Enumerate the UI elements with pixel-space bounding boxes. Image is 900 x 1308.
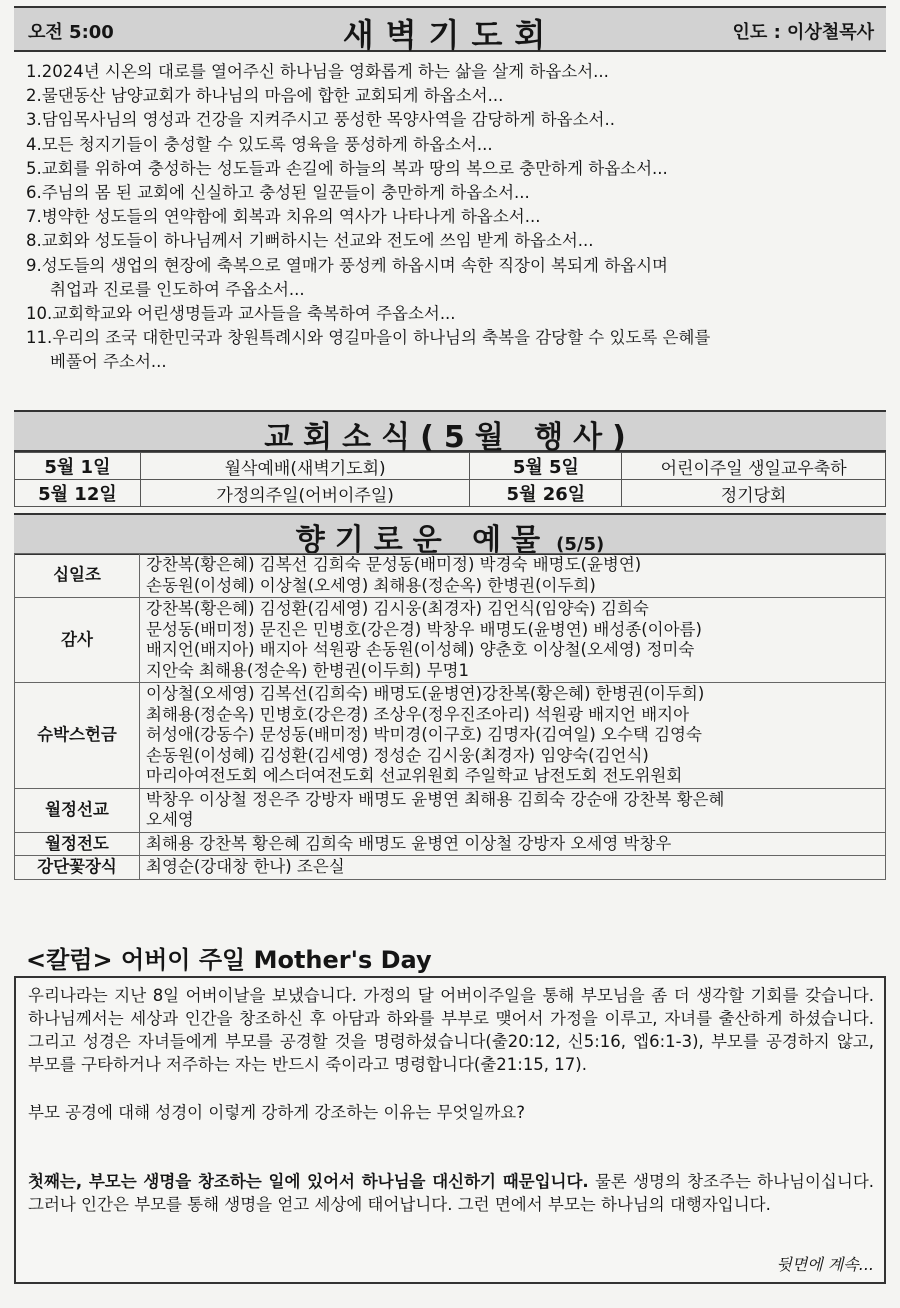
column-emphasis: 첫째는, 부모는 생명을 창조하는 일에 있어서 하나님을 대신하기 때문입니다. (28, 1172, 589, 1191)
prayer-item (26, 326, 880, 374)
prayer-text: 3.담임목사님의 영성과 건강을 지켜주시고 풍성한 목양사역을 감당하게 하옵소서.. (26, 110, 615, 130)
service-time: 오전 5:00 (28, 22, 114, 43)
offering-category: 월정전도 (15, 832, 140, 856)
prayer-text: 5.교회를 위하여 충성하는 성도들과 손길에 하늘의 복과 땅의 복으로 충만하게 하옵소서... (26, 158, 668, 178)
prayer-text: 7.병약한 성도들의 연약함에 회복과 치유의 역사가 나타나게 하옵소서... (26, 207, 541, 227)
prayer-text: 11.우리의 조국 대한민국과 창원특례시와 영길마을이 하나님의 축복을 감당할 수 있도록 은혜를 (26, 328, 711, 348)
prayer-item (26, 302, 880, 326)
event-name: 가정의주일(어버이주일) (140, 480, 470, 507)
prayer-text: 9.성도들의 생업의 현장에 축복으로 열매가 풍성케 하옵시며 속한 직장이 복되게 하옵시며 (26, 255, 668, 275)
table-row (15, 683, 886, 789)
prayer-text: 10.교회학교와 어린생명들과 교사들을 축복하여 주옵소서... (26, 304, 456, 324)
column-title: <칼럼> 어버이 주일 Mother's Day (26, 946, 432, 974)
column-paragraph-rest: 물론 생명의 창조주는 하나님이십니다. 그러나 인간은 부모를 통해 생명을 얻고 세상에 태어납니다. 그런 면에서 부모는 하나님의 대행자입니다. (28, 1172, 874, 1214)
offering-category: 십일조 (15, 554, 140, 598)
event-date: 5월 1일 (15, 453, 141, 480)
prayer-text: 4.모든 청지기들이 충성할 수 있도록 영육을 풍성하게 하옵소서... (26, 134, 493, 154)
names-line: 손동원(이성혜) 이상철(오세영) 최해용(정순옥) 한병권(이두희) (146, 575, 596, 595)
column-box (14, 976, 886, 1284)
names-line: 지안숙 최해용(정순옥) 한병권(이두희) 무명1 (146, 660, 469, 680)
service-leader: 인도 : 이상철목사 (732, 22, 874, 43)
offering-category: 슈박스헌금 (15, 683, 140, 789)
names-line: 최해용 강찬복 황은혜 김희숙 배명도 윤병연 이상철 강방자 오세영 박창우 (146, 833, 672, 853)
prayer-item (26, 205, 880, 229)
prayer-text-continued: 베풀어 주소서... (50, 352, 167, 372)
dawn-prayer-header (14, 6, 886, 52)
prayer-item (26, 254, 880, 302)
section-title-dawn-prayer: 새벽기도회 (342, 16, 558, 54)
prayer-item (26, 133, 880, 157)
prayer-item (26, 181, 880, 205)
names-line: 최해용(정순옥) 민병호(강은경) 조상우(정우진조아리) 석원광 배지언 배지아 (146, 704, 690, 724)
names-line: 문성동(배미정) 문진은 민병호(강은경) 박창우 배명도(윤병연) 배성종(이아름) (146, 619, 702, 639)
prayer-item (26, 108, 880, 132)
names-line: 강찬복(황은혜) 김복선 김희숙 문성동(배미정) 박경숙 배명도(윤병연) (146, 555, 642, 574)
prayer-item (26, 229, 880, 253)
events-table (14, 452, 886, 507)
prayer-text: 2.물댄동산 남양교회가 하나님의 마음에 합한 교회되게 하옵소서... (26, 86, 504, 106)
prayer-list (26, 60, 880, 375)
table-row (15, 554, 886, 598)
offering-names (140, 598, 886, 683)
offering-names (140, 856, 886, 880)
prayer-item (26, 84, 880, 108)
prayer-text: 1.2024년 시온의 대로를 열어주신 하나님을 영화롭게 하는 삶을 살게 하옵소서... (26, 62, 609, 81)
event-date: 5월 12일 (15, 480, 141, 507)
column-paragraph (28, 1170, 874, 1216)
table-row (15, 480, 886, 507)
table-row (15, 788, 886, 832)
prayer-text-continued: 취업과 진로를 인도하여 주옵소서... (50, 279, 305, 299)
event-date: 5월 26일 (470, 480, 622, 507)
names-line: 최영순(강대창 한나) 조은실 (146, 857, 345, 876)
offering-names (140, 788, 886, 832)
event-name: 어린이주일 생일교우축하 (622, 453, 886, 480)
church-news-header (14, 410, 886, 455)
offering-category: 월정선교 (15, 788, 140, 832)
offering-names (140, 683, 886, 789)
prayer-text: 6.주님의 몸 된 교회에 신실하고 충성된 일꾼들이 충만하게 하옵소서... (26, 183, 530, 203)
table-row (15, 453, 886, 480)
offerings-title-text: 향기로운 예물 (295, 523, 551, 558)
offering-category: 감사 (15, 598, 140, 683)
names-line: 손동원(이성혜) 김성환(김세영) 정성순 김시웅(최경자) 임양숙(김언식) (146, 745, 649, 765)
offering-names (140, 554, 886, 598)
event-name: 월삭예배(새벽기도회) (140, 453, 470, 480)
column-paragraph: 우리나라는 지난 8일 어버이날을 보냈습니다. 가정의 달 어버이주일을 통해 부모님을 좀 더 생각할 기회를 갖습니다. 하나님께서는 세상과 인간을 창조하신 후 아담과 하와를 부부로 맺어서 가정을 이루고, 자녀를 출산하게 하셨습니다. 그리고 성경은 자녀들에게 부모를 공경할 것을 명령하셨습니다(출20:12, 신5:16, 엡6:1-3), 부모를 공경하지 않고, 부모를 구타하거나 저주하는 자는 반드시 죽이라고 명령합니다(출21:15, 17). (28, 986, 874, 1074)
names-line: 오세영 (146, 810, 194, 829)
column-paragraph: 부모 공경에 대해 성경이 이렇게 강하게 강조하는 이유는 무엇일까요? (28, 1103, 526, 1122)
names-line: 이상철(오세영) 김복선(김희숙) 배명도(윤병연)강찬복(황은혜) 한병권(이두희) (146, 684, 705, 703)
event-date: 5월 5일 (470, 453, 622, 480)
names-line: 허성애(강동수) 문성동(배미정) 박미경(이구호) 김명자(김여일) 오수택 김영숙 (146, 725, 702, 744)
offerings-header (14, 513, 886, 558)
names-line: 강찬복(황은혜) 김성환(김세영) 김시웅(최경자) 김언식(임양숙) 김희숙 (146, 599, 649, 618)
offering-category: 강단꽃장식 (15, 856, 140, 880)
offerings-date: (5/5) (556, 534, 605, 555)
names-line: 마리아여전도회 에스더여전도회 선교위원회 주일학교 남전도회 전도위원회 (146, 766, 683, 785)
offerings-table (14, 553, 886, 880)
names-line: 박창우 이상철 정은주 강방자 배명도 윤병연 최해용 김희숙 강순애 강찬복 황은혜 (146, 789, 725, 809)
prayer-item (26, 157, 880, 181)
table-row (15, 856, 886, 880)
prayer-text: 8.교회와 성도들이 하나님께서 기뻐하시는 선교와 전도에 쓰임 받게 하옵소서... (26, 231, 594, 251)
offering-names (140, 832, 886, 856)
names-line: 배지언(배지아) 배지아 석원광 손동원(이성혜) 양춘호 이상철(오세영) 정미숙 (146, 640, 695, 659)
event-name: 정기당회 (622, 480, 886, 507)
continued-note: 뒷면에 계속... (776, 1255, 874, 1274)
prayer-item (26, 60, 880, 84)
section-title-church-news: 교회소식(5월 행사) (264, 420, 636, 455)
table-row (15, 598, 886, 683)
table-row (15, 832, 886, 856)
